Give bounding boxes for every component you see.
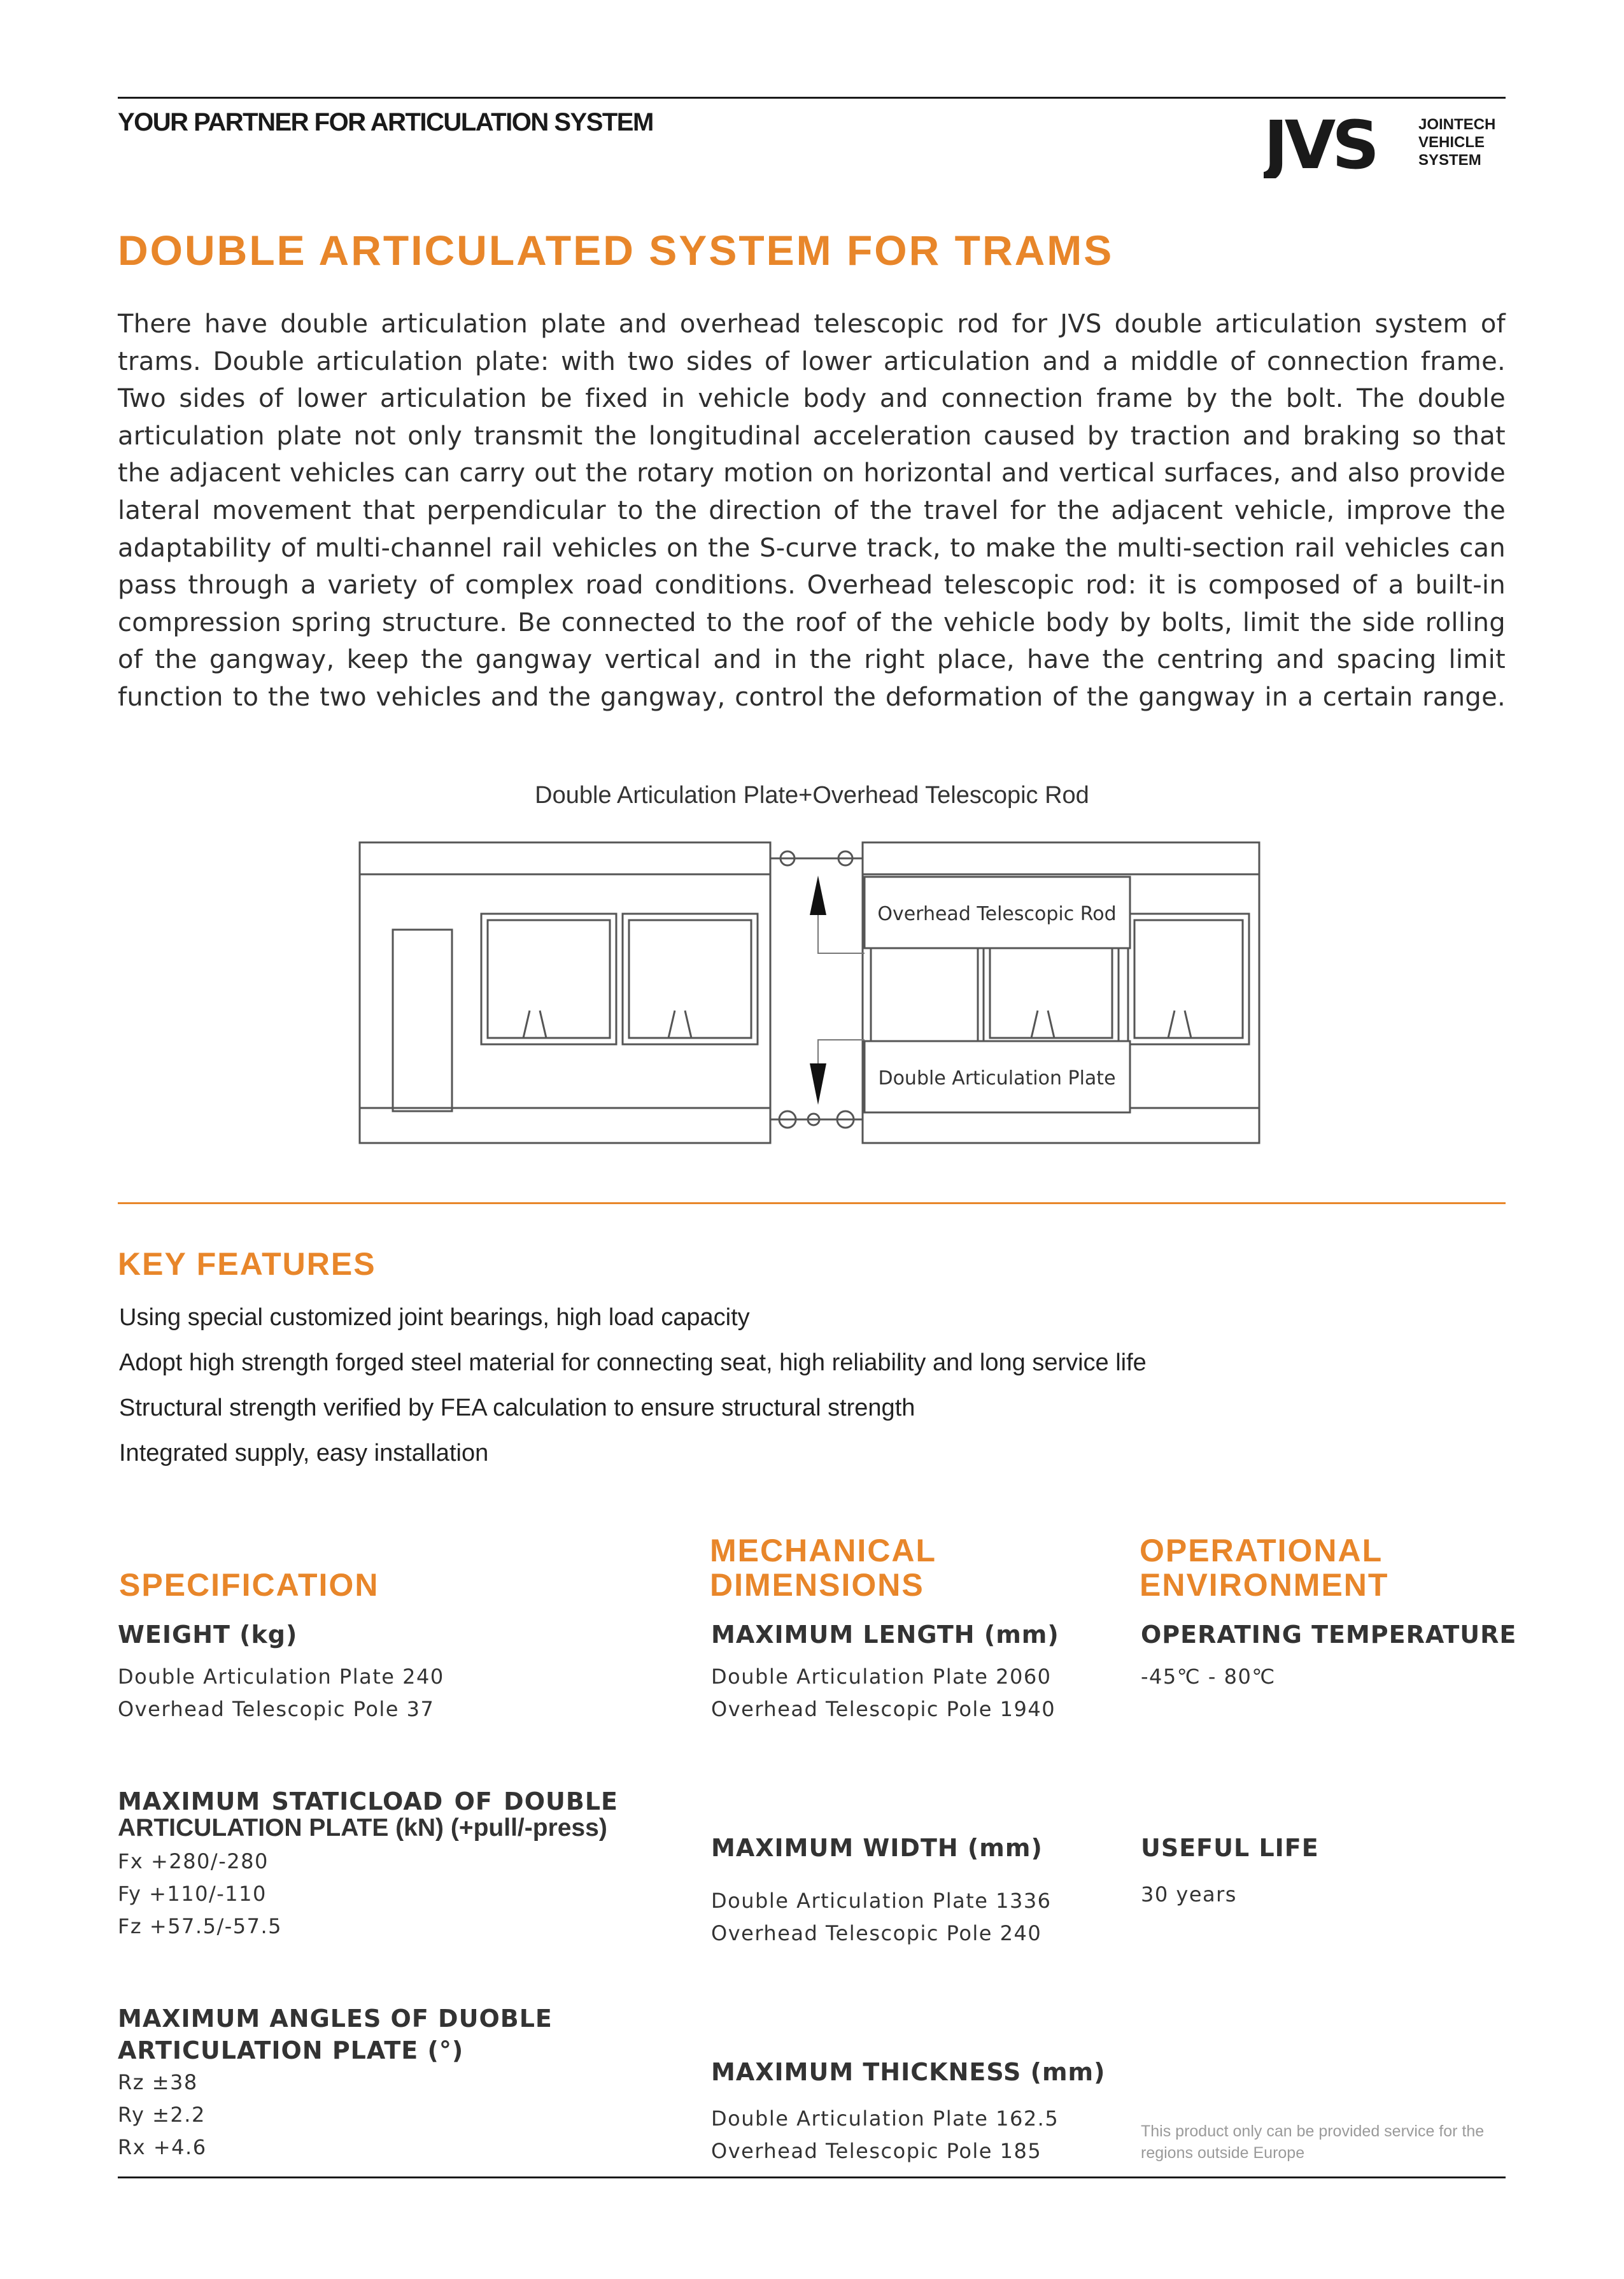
operational-heading [1140,1533,1388,1602]
thickness-values [711,2103,1059,2168]
temperature-value: -45℃ - 80℃ [1141,1665,1276,1689]
staticload-title-line-2: ARTICULATION PLATE (kN) (+pull/-press) [118,1814,607,1842]
header-tagline: YOUR PARTNER FOR ARTICULATION SYSTEM [118,108,653,136]
angles-line-3: Rx +4.6 [118,2135,207,2159]
feature-item-1: Using special customized joint bearings, high load capacity [119,1304,750,1331]
length-line-1: Double Articulation Plate 2060 [711,1665,1052,1689]
life-value: 30 years [1141,1882,1237,1906]
thickness-title: MAXIMUM THICKNESS (mm) [711,2058,1106,2086]
width-line-2: Overhead Telescopic Pole 240 [711,1921,1042,1945]
arrow-down-icon [810,1063,826,1105]
operational-heading-line-2: ENVIRONMENT [1140,1567,1389,1603]
angles-line-1: Rz ±38 [118,2070,198,2094]
angles-title-line-2: ARTICULATION PLATE (°) [118,2036,464,2064]
weight-title: WEIGHT (kg) [118,1621,298,1649]
bottom-rule [118,2176,1506,2178]
life-title: USEFUL LIFE [1141,1834,1319,1862]
staticload-values [118,1845,282,1943]
jvs-logo-mark [1264,115,1410,178]
key-features-heading: KEY FEATURES [118,1246,376,1282]
logo-line-2: VEHICLE [1418,134,1485,151]
figure-caption: Double Articulation Plate+Overhead Telescopic Rod [535,782,1089,809]
top-rule [118,97,1506,99]
width-title: MAXIMUM WIDTH (mm) [711,1834,1043,1862]
page-title: DOUBLE ARTICULATED SYSTEM FOR TRAMS [118,227,1114,274]
thickness-line-2: Overhead Telescopic Pole 185 [711,2139,1042,2163]
left-car-window-2 [623,914,758,1044]
mechanical-heading-line-1: MECHANICAL [710,1533,937,1568]
svg-text:JVS: JVS [1264,115,1376,178]
left-car-door [393,930,452,1111]
width-line-1: Double Articulation Plate 1336 [711,1889,1052,1913]
left-car-outline [360,842,770,1143]
thickness-line-1: Double Articulation Plate 162.5 [711,2106,1059,2131]
mechanical-heading-line-2: DIMENSIONS [710,1567,924,1603]
length-title: MAXIMUM LENGTH (mm) [711,1621,1059,1649]
weight-values [118,1661,444,1726]
logo-line-3: SYSTEM [1418,152,1481,169]
angles-title [118,2003,553,2066]
temperature-title: OPERATING TEMPERATURE [1141,1621,1517,1649]
angles-values [118,2066,207,2164]
region-note [1141,2120,1484,2164]
articulation-diagram [357,837,1273,1149]
logo-line-1: JOINTECH [1418,116,1496,133]
label-telescopic-rod: Overhead Telescopic Rod [877,903,1117,925]
feature-item-4: Integrated supply, easy installation [119,1440,489,1466]
label-articulation-plate: Double Articulation Plate [878,1067,1116,1090]
operational-heading-line-1: OPERATIONAL [1140,1533,1383,1568]
length-values [711,1661,1056,1726]
width-values [711,1885,1052,1950]
jvs-logo [1264,115,1509,178]
staticload-title-line-1: MAXIMUM STATICLOAD OF DOUBLE [118,1787,618,1815]
intro-paragraph: There have double articulation plate and overhead telescopic rod for JVS double articulation system of trams. Double articulation plate: with two sides of lower articulation and a middle of connection frame. Two sides of lower articulation be fixed in vehicle body and connection frame by the bolt. The double articulation plate not only transmit the longitudinal acceleration caused by traction and braking so that the adjacent vehicles can carry out the rotary motion on horizontal and vertical surfaces, and also provide lateral movement that perpendicular to the direction of the travel for the adjacent vehicle, improve the adaptability of multi-channel rail vehicles on the S-curve track, to make the multi-section rail vehicles can pass through a variety of complex road conditions. Overhead telescopic rod: it is composed of a built-in compression spring structure. Be connected to the roof of the vehicle body by bolts, limit the side rolling of the gangway, keep the gangway vertical and in the right place, have the centring and spacing limit function to the two vehicles and the gangway, control the deformation of the gangway in a certain range. [118,309,1506,712]
specification-heading: SPECIFICATION [119,1567,379,1603]
region-note-line-2: regions outside Europe [1141,2144,1305,2162]
staticload-line-3: Fz +57.5/-57.5 [118,1914,283,1938]
feature-item-2: Adopt high strength forged steel material for connecting seat, high reliability and long service life [119,1349,1147,1376]
staticload-line-2: Fy +110/-110 [118,1882,267,1906]
arrow-up-icon [810,876,826,915]
orange-divider [118,1202,1506,1204]
angles-line-2: Ry ±2.2 [118,2103,206,2127]
angles-title-line-1: MAXIMUM ANGLES OF DUOBLE [118,2005,553,2033]
region-note-line-1: This product only can be provided service for the [1141,2122,1485,2140]
feature-item-3: Structural strength verified by FEA calculation to ensure structural strength [119,1395,915,1421]
left-car-window-1 [481,914,616,1044]
weight-line-2: Overhead Telescopic Pole 37 [118,1697,435,1721]
weight-line-1: Double Articulation Plate 240 [118,1665,444,1689]
length-line-2: Overhead Telescopic Pole 1940 [711,1697,1056,1721]
staticload-title [118,1788,618,1842]
mechanical-heading [710,1533,936,1602]
staticload-line-1: Fx +280/-280 [118,1849,269,1873]
logo-wordmark [1418,116,1495,169]
